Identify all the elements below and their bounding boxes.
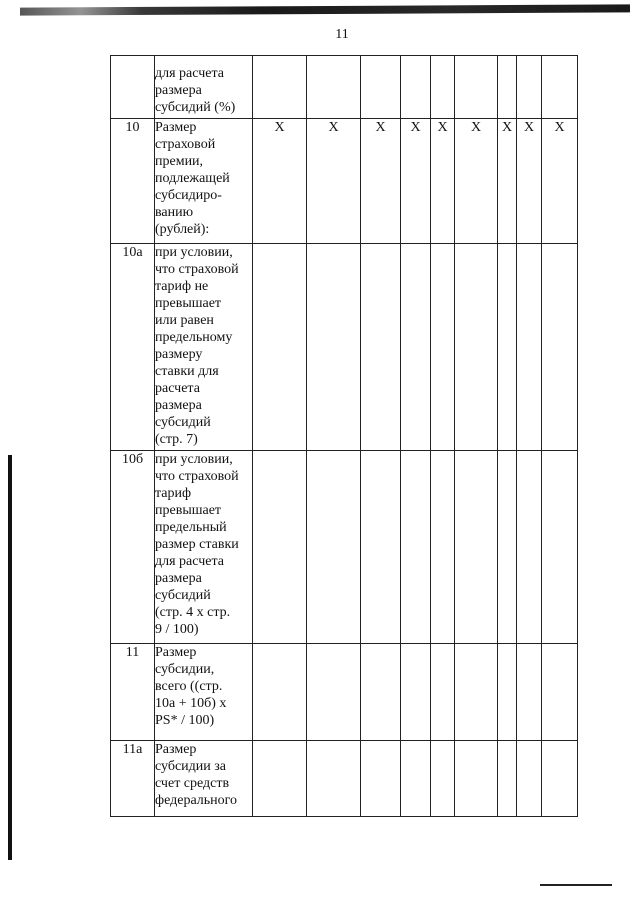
row-number: 11 xyxy=(111,644,155,741)
page-number: 11 xyxy=(335,27,349,42)
value-cell xyxy=(455,244,498,451)
value-cell: X xyxy=(307,119,361,244)
value-cell xyxy=(542,644,578,741)
value-cell xyxy=(542,741,578,817)
row-number: 10б xyxy=(111,451,155,644)
table-row xyxy=(111,741,578,817)
value-cell xyxy=(307,741,361,817)
row-description: для расчета размера субсидий (%) xyxy=(155,56,253,119)
row-description: при условии, что страховой тариф превышает предельный размер ставки для расчета размера субсидий (стр. 4 х стр. 9 / 100) xyxy=(155,451,253,644)
value-cell xyxy=(498,244,517,451)
value-cell xyxy=(307,244,361,451)
value-cell: X xyxy=(542,119,578,244)
value-cell xyxy=(498,644,517,741)
value-cell xyxy=(361,741,401,817)
value-cell xyxy=(498,741,517,817)
value-cell xyxy=(455,644,498,741)
value-cell xyxy=(361,56,401,119)
value-cell xyxy=(498,451,517,644)
table-row xyxy=(111,451,578,644)
value-cell: X xyxy=(253,119,307,244)
table-row xyxy=(111,119,578,244)
row-number xyxy=(111,56,155,119)
value-cell xyxy=(307,451,361,644)
value-cell: X xyxy=(498,119,517,244)
value-cell xyxy=(361,451,401,644)
value-cell xyxy=(401,56,431,119)
table-row xyxy=(111,244,578,451)
row-number: 10 xyxy=(111,119,155,244)
value-cell xyxy=(401,741,431,817)
value-cell: X xyxy=(431,119,455,244)
value-cell: X xyxy=(517,119,542,244)
value-cell xyxy=(542,244,578,451)
value-cell xyxy=(253,451,307,644)
value-cell xyxy=(542,56,578,119)
value-cell xyxy=(431,644,455,741)
value-cell xyxy=(431,56,455,119)
value-cell xyxy=(455,56,498,119)
value-cell xyxy=(517,244,542,451)
value-cell xyxy=(431,741,455,817)
value-cell xyxy=(401,644,431,741)
value-cell xyxy=(517,56,542,119)
subsidy-table xyxy=(110,55,578,817)
value-cell xyxy=(455,451,498,644)
scan-edge-left xyxy=(8,455,12,860)
value-cell: X xyxy=(455,119,498,244)
value-cell xyxy=(517,451,542,644)
row-description: Размер страховой премии, подлежащей субсидиро- ванию (рублей): xyxy=(155,119,253,244)
value-cell xyxy=(307,56,361,119)
value-cell xyxy=(498,56,517,119)
value-cell xyxy=(401,244,431,451)
value-cell xyxy=(517,741,542,817)
value-cell: X xyxy=(361,119,401,244)
scan-edge-top xyxy=(20,4,630,15)
value-cell xyxy=(517,644,542,741)
row-number: 11а xyxy=(111,741,155,817)
value-cell xyxy=(361,244,401,451)
value-cell xyxy=(431,244,455,451)
row-description: Размер субсидии за счет средств федерального xyxy=(155,741,253,817)
value-cell xyxy=(253,741,307,817)
value-cell xyxy=(253,56,307,119)
value-cell xyxy=(401,451,431,644)
value-cell xyxy=(307,644,361,741)
value-cell: X xyxy=(401,119,431,244)
scan-edge-bottom xyxy=(540,884,612,886)
value-cell xyxy=(542,451,578,644)
table-row xyxy=(111,644,578,741)
value-cell xyxy=(253,644,307,741)
value-cell xyxy=(253,244,307,451)
value-cell xyxy=(431,451,455,644)
row-description: при условии, что страховой тариф не превышает или равен предельному размеру ставки для расчета размера субсидий (стр. 7) xyxy=(155,244,253,451)
value-cell xyxy=(361,644,401,741)
row-description: Размер субсидии, всего ((стр. 10а + 10б) х PS* / 100) xyxy=(155,644,253,741)
value-cell xyxy=(455,741,498,817)
table-row xyxy=(111,56,578,119)
row-number: 10а xyxy=(111,244,155,451)
